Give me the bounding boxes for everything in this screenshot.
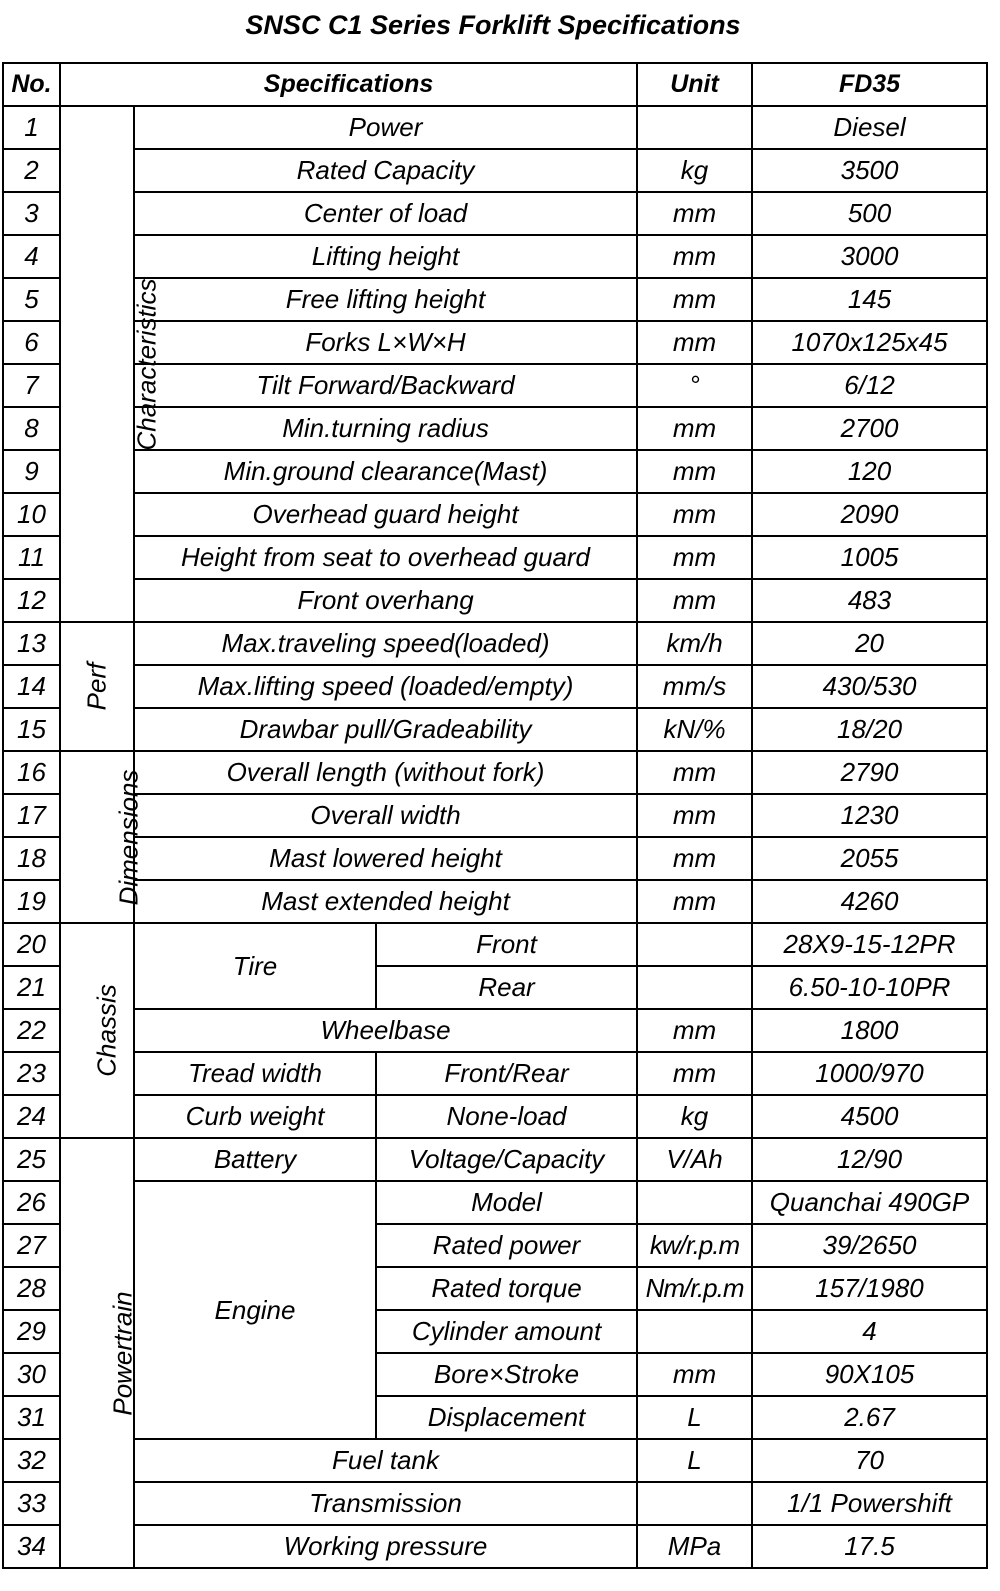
spec-unit: mm — [637, 235, 752, 278]
table-row — [3, 708, 987, 751]
spec-value: 1800 — [752, 1009, 987, 1052]
spec-name: Transmission — [134, 1482, 637, 1525]
row-number: 33 — [3, 1482, 60, 1525]
spec-unit: mm — [637, 579, 752, 622]
spec-unit: mm — [637, 794, 752, 837]
table-row — [3, 880, 987, 923]
spec-value: 2790 — [752, 751, 987, 794]
spec-unit: mm — [637, 1353, 752, 1396]
spec-value: 70 — [752, 1439, 987, 1482]
spec-value: 2055 — [752, 837, 987, 880]
row-number: 23 — [3, 1052, 60, 1095]
spec-unit: Nm/r.p.m — [637, 1267, 752, 1310]
table-row — [3, 1009, 987, 1052]
row-number: 32 — [3, 1439, 60, 1482]
table-row — [3, 106, 987, 149]
spec-unit: ° — [637, 364, 752, 407]
row-number: 30 — [3, 1353, 60, 1396]
row-number: 27 — [3, 1224, 60, 1267]
spec-unit — [637, 1310, 752, 1353]
spec-unit: mm — [637, 493, 752, 536]
table-row — [3, 794, 987, 837]
spec-value: 145 — [752, 278, 987, 321]
spec-unit: mm — [637, 880, 752, 923]
row-number: 21 — [3, 966, 60, 1009]
group-perf — [60, 622, 134, 751]
spec-value: 28X9-15-12PR — [752, 923, 987, 966]
spec-name: Max.traveling speed(loaded) — [134, 622, 637, 665]
group-chassis — [60, 923, 134, 1138]
spec-unit: MPa — [637, 1525, 752, 1568]
spec-unit: mm — [637, 837, 752, 880]
spec-value: 2700 — [752, 407, 987, 450]
table-row — [3, 450, 987, 493]
spec-value: 430/530 — [752, 665, 987, 708]
spec-value: 1070x125x45 — [752, 321, 987, 364]
spec-name: Rated power — [376, 1224, 637, 1267]
row-number: 17 — [3, 794, 60, 837]
spec-unit: kN/% — [637, 708, 752, 751]
spec-name: Front/Rear — [376, 1052, 637, 1095]
group-dimensions — [60, 751, 144, 923]
spec-value: 12/90 — [752, 1138, 987, 1181]
subgroup-engine: Engine — [134, 1181, 376, 1439]
spec-name: Voltage/Capacity — [376, 1138, 637, 1181]
spec-unit: V/Ah — [637, 1138, 752, 1181]
spec-value: 1230 — [752, 794, 987, 837]
spec-value: 3000 — [752, 235, 987, 278]
spec-value: 157/1980 — [752, 1267, 987, 1310]
subgroup-curb-weight: Curb weight — [134, 1095, 376, 1138]
spec-value: 1005 — [752, 536, 987, 579]
spec-value: 2090 — [752, 493, 987, 536]
spec-name: Mast lowered height — [134, 837, 637, 880]
table-row — [3, 536, 987, 579]
spec-unit: mm — [637, 450, 752, 493]
spec-unit: mm — [637, 751, 752, 794]
spec-unit — [637, 966, 752, 1009]
spec-value: 4260 — [752, 880, 987, 923]
table-row — [3, 493, 987, 536]
row-number: 15 — [3, 708, 60, 751]
spec-name: Front — [376, 923, 637, 966]
spec-name: Forks L×W×H — [134, 321, 637, 364]
table-row — [3, 235, 987, 278]
spec-value: 20 — [752, 622, 987, 665]
row-number: 1 — [3, 106, 60, 149]
row-number: 10 — [3, 493, 60, 536]
spec-unit — [637, 106, 752, 149]
spec-unit: mm — [637, 407, 752, 450]
row-number: 29 — [3, 1310, 60, 1353]
row-number: 25 — [3, 1138, 60, 1181]
table-row — [3, 665, 987, 708]
spec-name: Cylinder amount — [376, 1310, 637, 1353]
table-row — [3, 1525, 987, 1568]
spec-value: 4 — [752, 1310, 987, 1353]
subgroup-tread-width: Tread width — [134, 1052, 376, 1095]
spec-value: 500 — [752, 192, 987, 235]
row-number: 11 — [3, 536, 60, 579]
spec-name: Working pressure — [134, 1525, 637, 1568]
row-number: 18 — [3, 837, 60, 880]
row-number: 20 — [3, 923, 60, 966]
table-row — [3, 1439, 987, 1482]
group-characteristics — [60, 106, 162, 622]
row-number: 19 — [3, 880, 60, 923]
spec-name: Overall width — [134, 794, 637, 837]
spec-name: Fuel tank — [134, 1439, 637, 1482]
spec-unit: mm — [637, 321, 752, 364]
row-number: 12 — [3, 579, 60, 622]
spec-name: None-load — [376, 1095, 637, 1138]
spec-unit: mm — [637, 192, 752, 235]
row-number: 4 — [3, 235, 60, 278]
table-row — [3, 751, 987, 794]
page-title: SNSC C1 Series Forklift Specifications — [245, 9, 741, 40]
group-powertrain — [60, 1138, 138, 1568]
row-number: 3 — [3, 192, 60, 235]
group-label: Powertrain — [107, 1290, 138, 1416]
spec-unit — [637, 1181, 752, 1224]
group-label: Dimensions — [113, 769, 144, 905]
spec-unit: L — [637, 1396, 752, 1439]
row-number: 2 — [3, 149, 60, 192]
spec-table — [2, 62, 988, 1569]
spec-value: 3500 — [752, 149, 987, 192]
row-number: 28 — [3, 1267, 60, 1310]
row-number: 22 — [3, 1009, 60, 1052]
spec-value: 120 — [752, 450, 987, 493]
spec-value: 18/20 — [752, 708, 987, 751]
table-row — [3, 622, 987, 665]
row-number: 7 — [3, 364, 60, 407]
spec-name: Displacement — [376, 1396, 637, 1439]
spec-value: 1000/970 — [752, 1052, 987, 1095]
row-number: 16 — [3, 751, 60, 794]
table-row — [3, 1095, 987, 1138]
table-row — [3, 192, 987, 235]
group-label: Perf — [81, 662, 112, 711]
row-number: 14 — [3, 665, 60, 708]
spec-unit — [637, 923, 752, 966]
table-row — [3, 837, 987, 880]
spec-name: Overhead guard height — [134, 493, 637, 536]
spec-name: Overall length (without fork) — [134, 751, 637, 794]
spec-name: Rated torque — [376, 1267, 637, 1310]
spec-name: Center of load — [134, 192, 637, 235]
spec-unit: mm — [637, 1009, 752, 1052]
spec-value: 483 — [752, 579, 987, 622]
row-number: 13 — [3, 622, 60, 665]
spec-unit: mm/s — [637, 665, 752, 708]
table-row — [3, 923, 987, 966]
table-row — [3, 149, 987, 192]
spec-value: 39/2650 — [752, 1224, 987, 1267]
spec-unit: kw/r.p.m — [637, 1224, 752, 1267]
spec-name: Model — [376, 1181, 637, 1224]
spec-name: Max.lifting speed (loaded/empty) — [134, 665, 637, 708]
header-row — [3, 63, 987, 106]
row-number: 5 — [3, 278, 60, 321]
header-model: FD35 — [752, 63, 987, 106]
header-unit: Unit — [637, 63, 752, 106]
spec-name: Min.turning radius — [134, 407, 637, 450]
header-no: No. — [3, 63, 60, 106]
spec-value: 2.67 — [752, 1396, 987, 1439]
spec-name: Front overhang — [134, 579, 637, 622]
row-number: 34 — [3, 1525, 60, 1568]
spec-name: Power — [134, 106, 637, 149]
spec-unit: L — [637, 1439, 752, 1482]
row-number: 6 — [3, 321, 60, 364]
table-row — [3, 579, 987, 622]
spec-name: Min.ground clearance(Mast) — [134, 450, 637, 493]
spec-name: Lifting height — [134, 235, 637, 278]
table-row — [3, 1181, 987, 1224]
spec-name: Mast extended height — [134, 880, 637, 923]
row-number: 31 — [3, 1396, 60, 1439]
table-row — [3, 1482, 987, 1525]
row-number: 8 — [3, 407, 60, 450]
subgroup-tire: Tire — [134, 923, 376, 1009]
spec-name: Bore×Stroke — [376, 1353, 637, 1396]
spec-name: Tilt Forward/Backward — [134, 364, 637, 407]
spec-unit: mm — [637, 1052, 752, 1095]
spec-value: Diesel — [752, 106, 987, 149]
spec-value: Quanchai 490GP — [752, 1181, 987, 1224]
subgroup-battery: Battery — [134, 1138, 376, 1181]
row-number: 26 — [3, 1181, 60, 1224]
spec-unit: kg — [637, 149, 752, 192]
spec-value: 4500 — [752, 1095, 987, 1138]
spec-name: Free lifting height — [134, 278, 637, 321]
spec-unit: km/h — [637, 622, 752, 665]
spec-unit: mm — [637, 278, 752, 321]
row-number: 9 — [3, 450, 60, 493]
spec-name: Height from seat to overhead guard — [134, 536, 637, 579]
spec-unit: mm — [637, 536, 752, 579]
spec-value: 17.5 — [752, 1525, 987, 1568]
table-row — [3, 1052, 987, 1095]
spec-name: Rated Capacity — [134, 149, 637, 192]
spec-name: Rear — [376, 966, 637, 1009]
table-row — [3, 1138, 987, 1181]
spec-value: 6.50-10-10PR — [752, 966, 987, 1009]
header-specifications: Specifications — [60, 63, 637, 106]
spec-name: Drawbar pull/Gradeability — [134, 708, 637, 751]
spec-value: 6/12 — [752, 364, 987, 407]
spec-unit: kg — [637, 1095, 752, 1138]
spec-name: Wheelbase — [134, 1009, 637, 1052]
spec-value: 90X105 — [752, 1353, 987, 1396]
row-number: 24 — [3, 1095, 60, 1138]
group-label: Chassis — [91, 984, 122, 1077]
spec-unit — [637, 1482, 752, 1525]
spec-value: 1/1 Powershift — [752, 1482, 987, 1525]
group-label: Characteristics — [131, 278, 162, 450]
